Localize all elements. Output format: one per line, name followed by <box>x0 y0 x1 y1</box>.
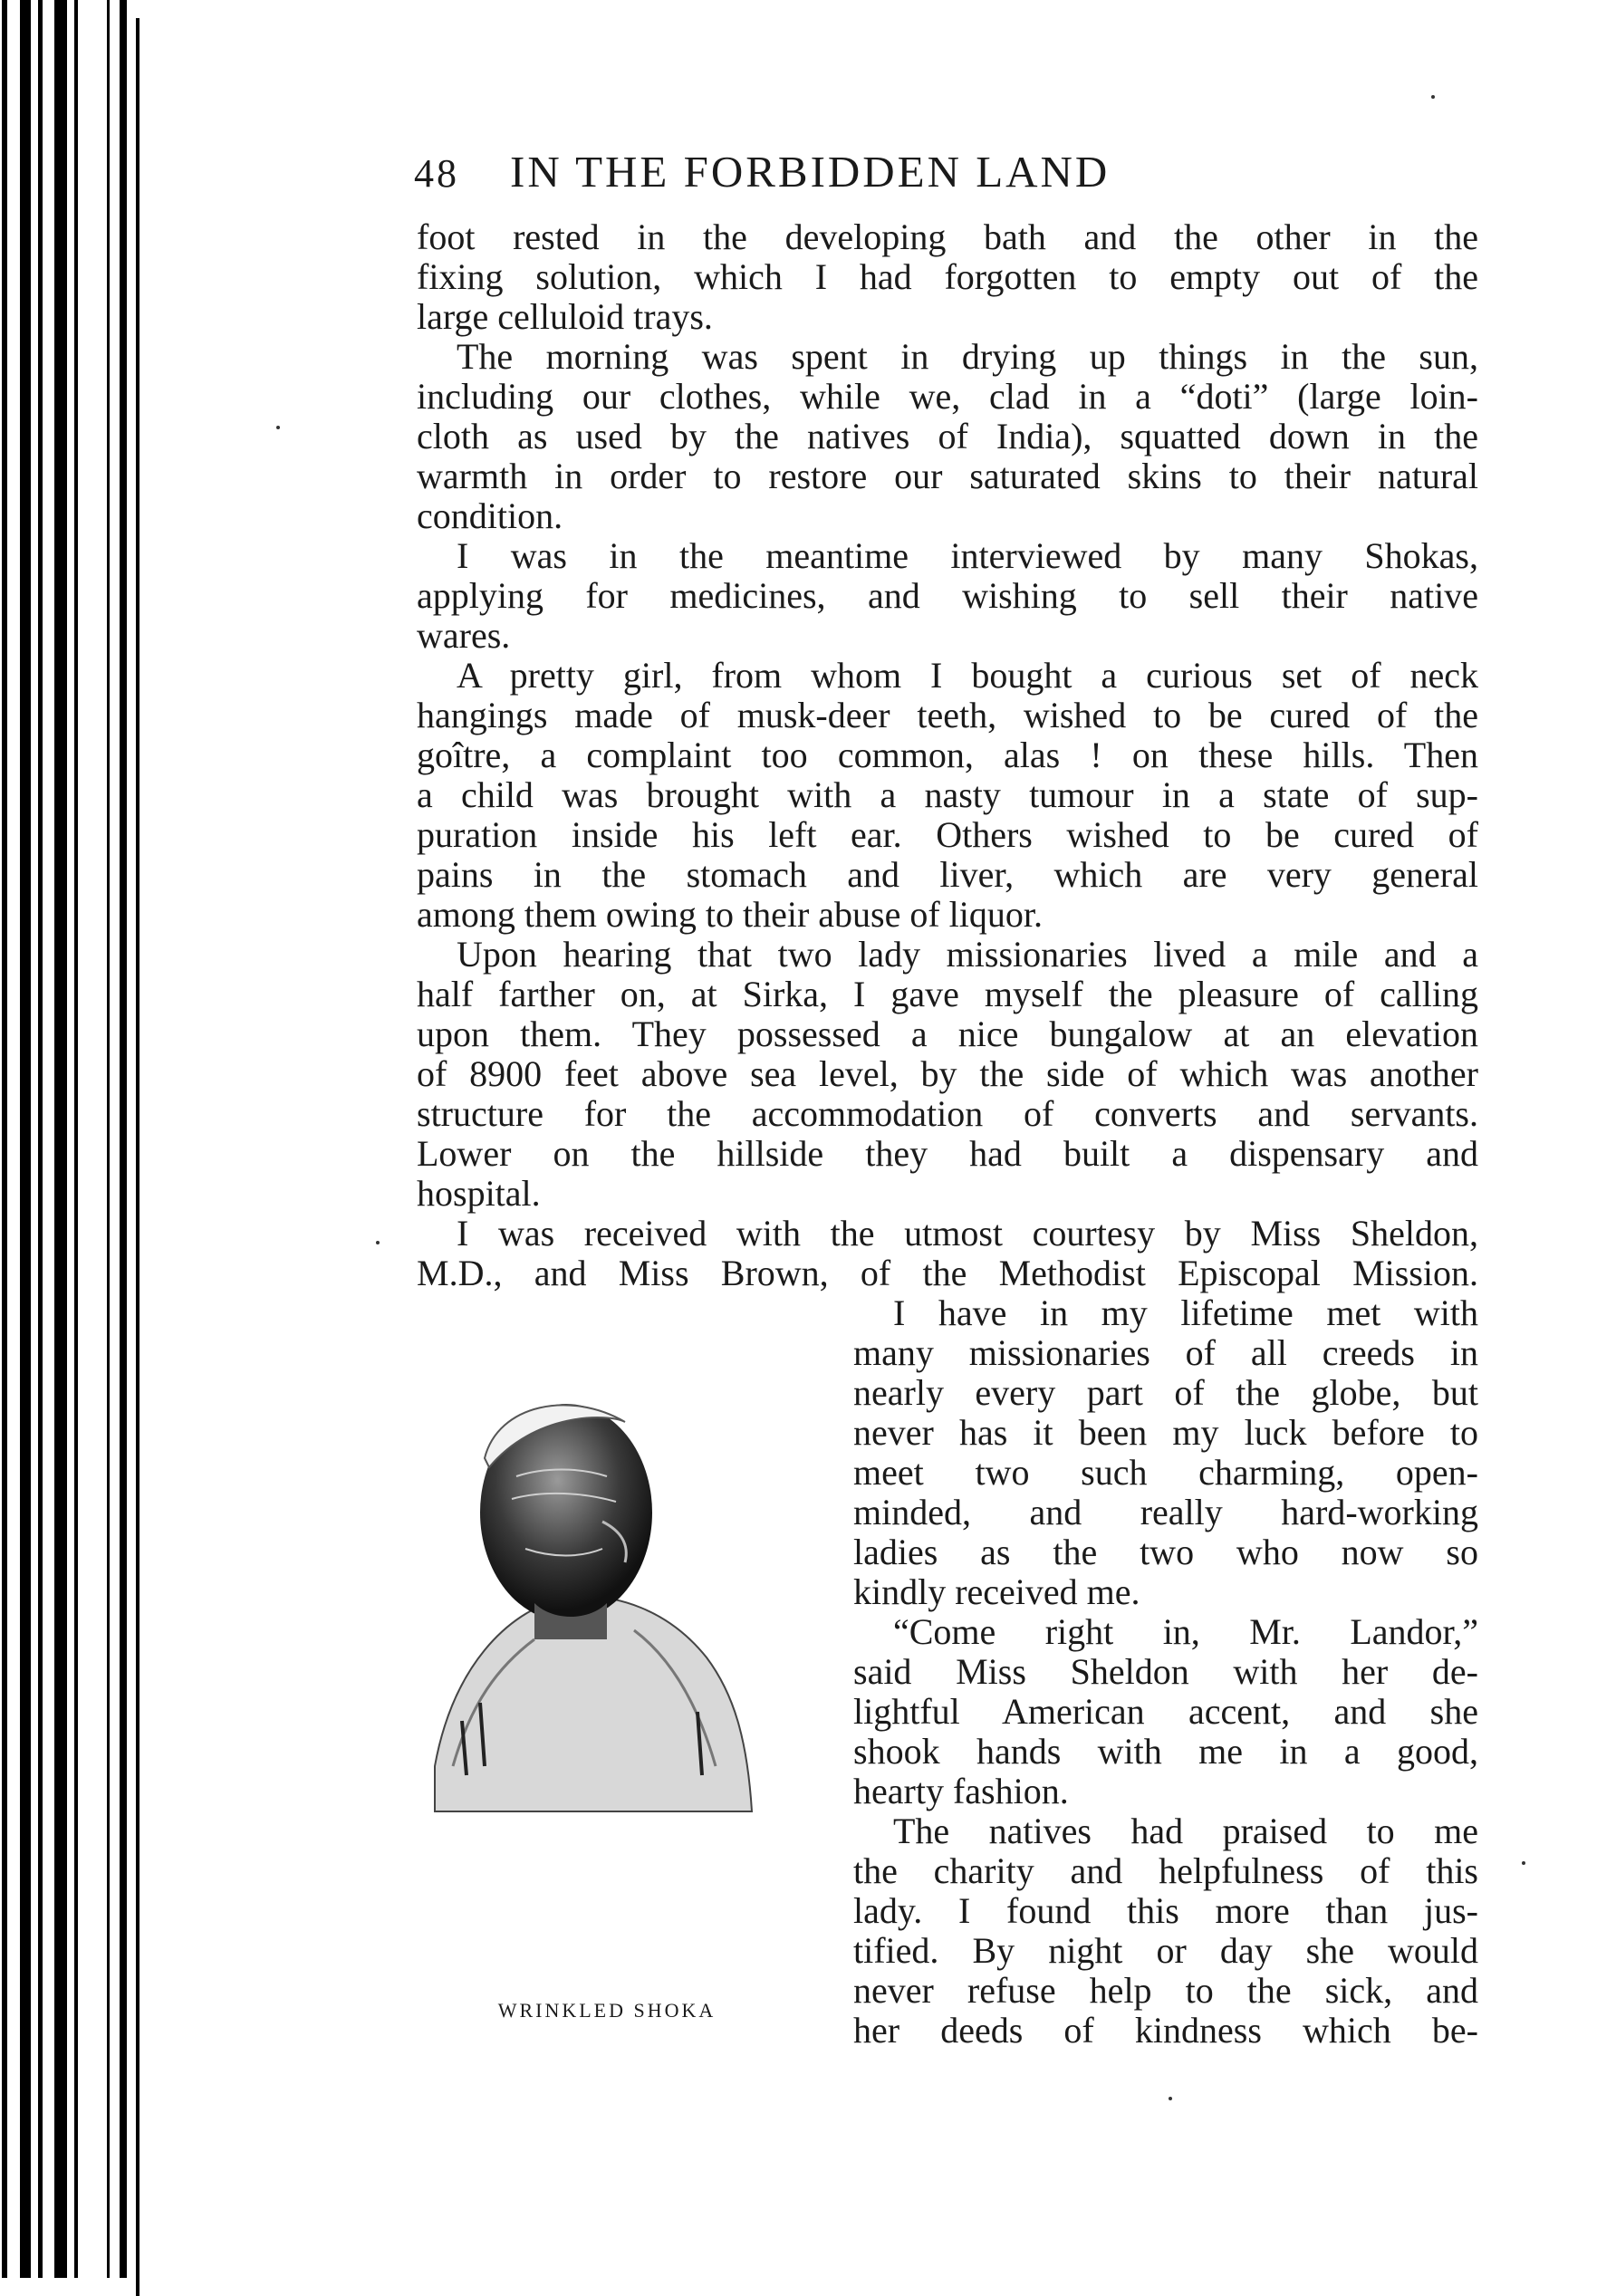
text-line: structure for the accommodation of converts and servants. <box>417 1093 1478 1134</box>
text-line: “Come right in, Mr. Landor,” <box>893 1611 1478 1652</box>
scan-speck <box>1522 1861 1525 1865</box>
text-line: nearly every part of the globe, but <box>853 1372 1478 1413</box>
scan-speck <box>376 1241 380 1244</box>
text-line: Lower on the hillside they had built a dispensary and <box>417 1133 1478 1174</box>
scan-speck <box>1431 95 1435 99</box>
running-header <box>414 145 1483 201</box>
figure-caption: WRINKLED SHOKA <box>497 1999 717 2022</box>
text-line: of 8900 feet above sea level, by the side of which was another <box>417 1053 1478 1094</box>
text-line: kindly received me. <box>853 1571 1140 1612</box>
text-line: the charity and helpfulness of this <box>853 1850 1478 1891</box>
text-line: applying for medicines, and wishing to sell their native <box>417 575 1478 616</box>
text-line: cloth as used by the natives of India), squatted down in the <box>417 416 1478 456</box>
text-line: large celluloid trays. <box>417 296 713 337</box>
text-line: tified. By night or day she would <box>853 1930 1478 1971</box>
text-line: M.D., and Miss Brown, of the Methodist Episcopal Mission. <box>417 1253 1478 1293</box>
text-line: The natives had praised to me <box>893 1811 1478 1851</box>
text-line: I was in the meantime interviewed by many Shokas, <box>457 535 1478 576</box>
text-line: foot rested in the developing bath and the other in the <box>417 216 1478 257</box>
portrait-illustration <box>399 1340 788 1839</box>
body-text-beside-figure <box>853 1293 1478 2051</box>
book-binding-edge <box>0 0 163 2278</box>
text-line: warmth in order to restore our saturated skins to their natural <box>417 456 1478 496</box>
text-line: said Miss Sheldon with her de- <box>853 1651 1478 1692</box>
body-text <box>417 217 1478 1293</box>
scan-speck <box>1169 2097 1172 2100</box>
running-title: IN THE FORBIDDEN LAND <box>510 147 1111 197</box>
text-line: shook hands with me in a good, <box>853 1731 1478 1772</box>
text-line: upon them. They possessed a nice bungalow at an elevation <box>417 1014 1478 1054</box>
text-line: never refuse help to the sick, and <box>853 1970 1478 2011</box>
portrait-engraving <box>399 1340 788 1839</box>
text-line: many missionaries of all creeds in <box>853 1332 1478 1373</box>
text-line: hearty fashion. <box>853 1771 1069 1811</box>
text-line: A pretty girl, from whom I bought a curious set of neck <box>457 655 1478 696</box>
scan-speck <box>276 426 280 429</box>
text-line: lightful American accent, and she <box>853 1691 1478 1732</box>
text-line: fixing solution, which I had forgotten to empty out of the <box>417 256 1478 297</box>
text-line: condition. <box>417 495 563 536</box>
text-line: never has it been my luck before to <box>853 1412 1478 1453</box>
text-line: puration inside his left ear. Others wished to be cured of <box>417 814 1478 855</box>
text-line: her deeds of kindness which be- <box>853 2010 1478 2051</box>
text-line: including our clothes, while we, clad in a “doti” (large loin- <box>417 376 1478 417</box>
text-line: minded, and really hard-working <box>853 1492 1478 1532</box>
page-number: 48 <box>414 151 459 196</box>
text-line: a child was brought with a nasty tumour in a state of sup- <box>417 774 1478 815</box>
text-line: wares. <box>417 615 511 656</box>
text-line: The morning was spent in drying up things in the sun, <box>457 336 1478 377</box>
text-line: half farther on, at Sirka, I gave myself the pleasure of calling <box>417 974 1478 1014</box>
text-line: meet two such charming, open- <box>853 1452 1478 1493</box>
text-line: lady. I found this more than jus- <box>853 1890 1478 1931</box>
text-line: goître, a complaint too common, alas ! on these hills. Then <box>417 735 1478 775</box>
text-line: Upon hearing that two lady missionaries lived a mile and a <box>457 934 1478 975</box>
text-line: hangings made of musk-deer teeth, wished to be cured of the <box>417 695 1478 735</box>
text-line: I was received with the utmost courtesy by Miss Sheldon, <box>457 1213 1478 1254</box>
text-line: among them owing to their abuse of liquor. <box>417 894 1043 935</box>
text-line: hospital. <box>417 1173 541 1214</box>
text-line: I have in my lifetime met with <box>893 1292 1478 1333</box>
text-line: pains in the stomach and liver, which are very general <box>417 854 1478 895</box>
text-line: ladies as the two who now so <box>853 1532 1478 1572</box>
